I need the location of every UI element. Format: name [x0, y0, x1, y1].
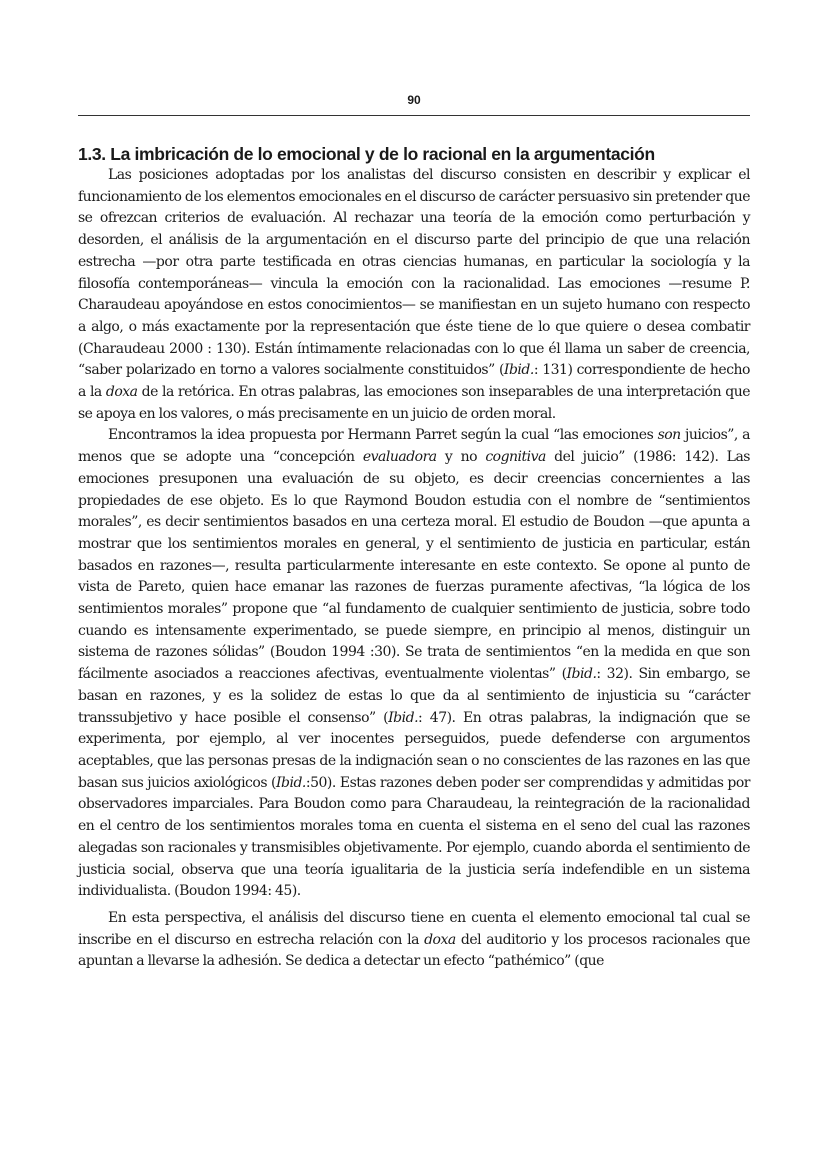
text-run: En esta perspectiva, el análisis del discurso tiene en cuenta el elemento emocional tal cual se inscribe en el discurso en estrecha relación con la: [78, 909, 750, 948]
text-run: : 47). En otras palabras, la indignación que se experimenta, por ejemplo, al ver inocentes perseguidos, puede defenderse con argumentos aceptables, que las personas presas de la indignación sean o no conscientes de las razones en las que basan sus juicios axiológicos (: [78, 709, 750, 791]
italic-run: Ibid.: [503, 362, 534, 379]
text-run: :50). Estas razones deben poder ser comprendidas y admitidas por observadores imparciales. Para Boudon como para Charaudeau, la reintegración de la racionalidad en el centro de los sentimientos morales toma en cuenta el sistema en el seno del cual las razones alegadas son racionales y transmisibles objetivamente. Por ejemplo, cuando aborda el sentimiento de justicia social, observa que una teoría igualitaria de la justicia sería indefendible en un sistema individualista. (Boudon 1994: 45).: [78, 774, 750, 900]
document-page: [78, 92, 750, 973]
body-text: [78, 165, 750, 973]
italic-run: Ibid.: [566, 666, 597, 683]
text-run: Las posiciones adoptadas por los analistas del discurso consisten en describir y explicar el funcionamiento de los elementos emocionales en el discurso de carácter persuasivo sin pretender que se ofrezcan criterios de evaluación. Al rechazar una teoría de la emoción como perturbación y desorden, el análisis de la argumentación en el discurso parte del principio de que una relación estrecha —por otra parte testificada en otras ciencias humanas, en particular la sociología y la filosofía contemporáneas— vincula la emoción con la racionalidad. Las emociones —resume P. Charaudeau apoyándose en estos conocimientos— se manifiestan en un sujeto humano con respecto a algo, o más exactamente por la representación que éste tiene de lo que quiere o desea combatir (Charaudeau 2000 : 130). Están íntimamente relacionadas con lo que él llama un saber de creencia, “saber polarizado en torno a valores socialmente constituidos” (: [78, 167, 750, 379]
italic-run: son: [657, 427, 681, 444]
italic-run: doxa: [105, 384, 138, 401]
paragraph-2: [78, 425, 750, 902]
text-run: : 131) correspondiente de hecho a la: [78, 362, 750, 401]
page-number: 90: [78, 92, 750, 116]
text-run: del auditorio y los procesos racionales que apuntan a llevarse la adhesión. Se dedica a detectar un efecto “pathémico” (que: [78, 931, 750, 970]
text-run: : 32). Sin embargo, se basan en razones, y es la solidez de estas lo que da al sentimiento de injusticia su “carácter transsubjetivo y hace posible el consenso” (: [78, 666, 750, 726]
paragraph-3: [78, 908, 750, 973]
text-run: de la retórica. En otras palabras, las emociones son inseparables de una interpretación que se apoya en los valores, o más precisamente en un juicio de orden moral.: [78, 384, 750, 422]
italic-run: Ibid.: [388, 709, 419, 726]
text-run: juicios”, a menos que se adopte una “concepción: [78, 427, 750, 466]
text-run: y no: [436, 449, 486, 466]
text-run: del juicio” (1986: 142). Las emociones presuponen una evaluación de su objeto, es decir creencias concernientes a las propiedades de ese objeto. Es lo que Raymond Boudon estudia con el nombre de “sentimientos morales”, es decir sentimientos basados en una certeza moral. El estudio de Boudon —que apunta a mostrar que los sentimientos morales en general, y el sentimiento de justicia en particular, están basados en razones—, resulta particularmente interesante en este contexto. Se opone al punto de vista de Pareto, quien hace emanar las razones de fuerzas puramente afectivas, “la lógica de los sentimientos morales” propone que “al fundamento de cualquier sentimiento de justicia, sobre todo cuando es intensamente experimentado, se puede siempre, en principio al menos, distinguir un sistema de razones sólidas” (Boudon 1994 :30). Se trata de sentimientos “en la medida en que son fácilmente asociados a reacciones afectivas, eventualmente violentas” (: [78, 449, 750, 683]
section-heading: 1.3. La imbricación de lo emocional y de lo racional en la argumentación: [78, 144, 655, 164]
italic-run: Ibid.: [276, 774, 306, 791]
italic-run: evaluadora: [362, 449, 437, 466]
italic-run: cognitiva: [485, 449, 546, 466]
italic-run: doxa: [424, 931, 456, 948]
paragraph-1: [78, 165, 750, 425]
text-run: Encontramos la idea propuesta por Hermann Parret según la cual “las emociones: [108, 427, 658, 444]
